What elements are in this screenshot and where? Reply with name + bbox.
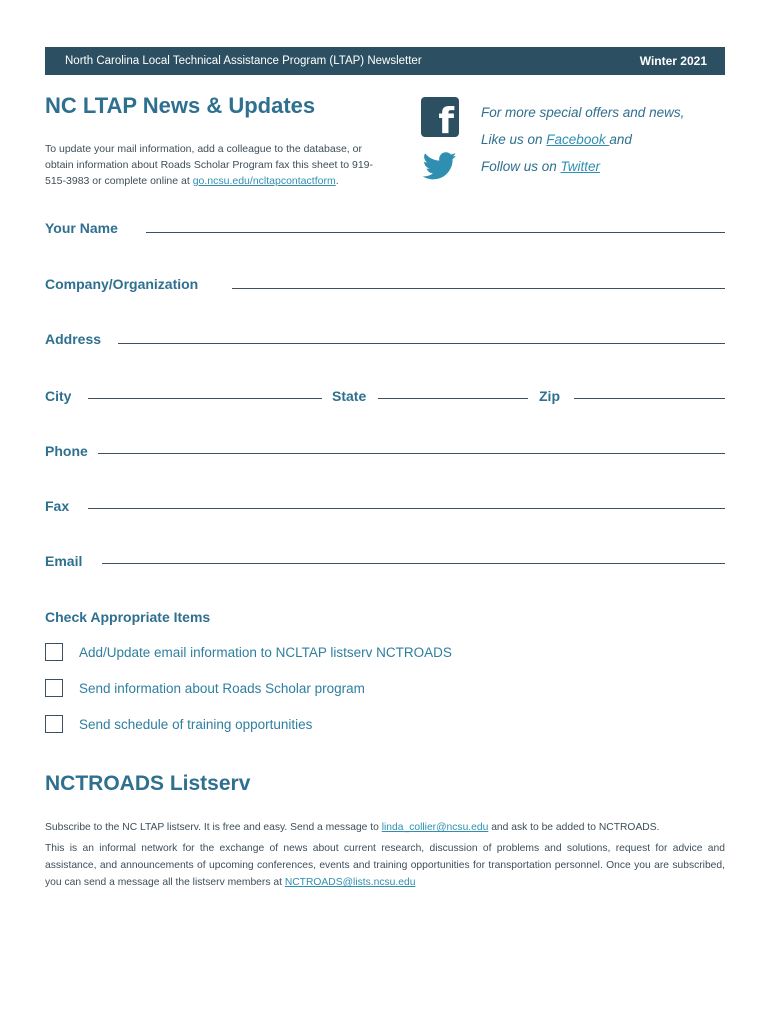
twitter-link[interactable]: Twitter bbox=[560, 159, 601, 174]
social-facebook-line bbox=[481, 132, 632, 147]
intro-text-before: To update your mail information, add a colleague to the database, or obtain information about Roads Scholar Program fax this sheet to 919-515-3983 or complete online at bbox=[45, 143, 374, 187]
newsletter-header-bar bbox=[45, 47, 725, 75]
issue-season: Winter 2021 bbox=[639, 54, 707, 68]
check-items-heading: Check Appropriate Items bbox=[45, 609, 211, 625]
fax-label: Fax bbox=[45, 498, 70, 514]
phone-field[interactable] bbox=[98, 453, 725, 454]
facebook-suffix: and bbox=[609, 132, 632, 147]
training-schedule-checkbox[interactable] bbox=[45, 715, 63, 733]
listserv-description bbox=[45, 840, 725, 891]
phone-label: Phone bbox=[45, 443, 88, 459]
address-label: Address bbox=[45, 331, 102, 347]
twitter-icon[interactable] bbox=[420, 149, 460, 183]
listserv-heading: NCTROADS Listserv bbox=[45, 772, 251, 795]
listserv-checkbox-label: Add/Update email information to NCLTAP listserv NCTROADS bbox=[79, 645, 452, 660]
roads-scholar-checkbox[interactable] bbox=[45, 679, 63, 697]
listserv-description-text: This is an informal network for the exchange of news about current research, discussion of problems and solutions, request for advice and assistance, and announcements of upcoming conferences, events and training opportunities for transportation personnel. Once you are subscribed, you can send a message all the listserv members at bbox=[45, 843, 725, 888]
state-label: State bbox=[332, 388, 367, 404]
zip-field[interactable] bbox=[574, 398, 725, 399]
zip-label: Zip bbox=[539, 388, 560, 404]
twitter-prefix: Follow us on bbox=[481, 159, 561, 174]
page-title: NC LTAP News & Updates bbox=[45, 93, 316, 118]
newsletter-name: North Carolina Local Technical Assistance Program (LTAP) Newsletter bbox=[65, 55, 422, 67]
facebook-icon[interactable]: f bbox=[421, 97, 459, 137]
facebook-link[interactable]: Facebook bbox=[546, 132, 610, 147]
state-field[interactable] bbox=[378, 398, 528, 399]
address-field[interactable] bbox=[118, 343, 725, 344]
roads-scholar-checkbox-label: Send information about Roads Scholar program bbox=[79, 681, 365, 696]
facebook-prefix: Like us on bbox=[481, 132, 547, 147]
fax-field[interactable] bbox=[88, 508, 725, 509]
training-schedule-checkbox-label: Send schedule of training opportunities bbox=[79, 717, 313, 732]
linda-email-link[interactable]: linda_collier@ncsu.edu bbox=[381, 822, 489, 833]
company-label: Company/Organization bbox=[45, 276, 199, 292]
intro-text bbox=[45, 141, 390, 189]
city-field[interactable] bbox=[88, 398, 322, 399]
contact-form-link[interactable]: go.ncsu.edu/ncltapcontactform bbox=[192, 175, 336, 187]
social-promo-line: For more special offers and news, bbox=[481, 105, 685, 120]
company-field[interactable] bbox=[232, 288, 725, 289]
listserv-subscribe-text bbox=[45, 819, 725, 836]
name-label: Your Name bbox=[45, 220, 118, 236]
intro-text-after: . bbox=[335, 175, 339, 187]
listserv-checkbox[interactable] bbox=[45, 643, 63, 661]
city-label: City bbox=[45, 388, 72, 404]
subscribe-text-before: Subscribe to the NC LTAP listserv. It is free and easy. Send a message to bbox=[45, 822, 382, 833]
subscribe-text-after: and ask to be added to NCTROADS. bbox=[488, 822, 660, 833]
nctroads-email-link[interactable]: NCTROADS@lists.ncsu.edu bbox=[284, 877, 416, 888]
email-field[interactable] bbox=[102, 563, 725, 564]
name-field[interactable] bbox=[146, 232, 725, 233]
email-label: Email bbox=[45, 553, 83, 569]
social-twitter-line bbox=[481, 159, 600, 174]
